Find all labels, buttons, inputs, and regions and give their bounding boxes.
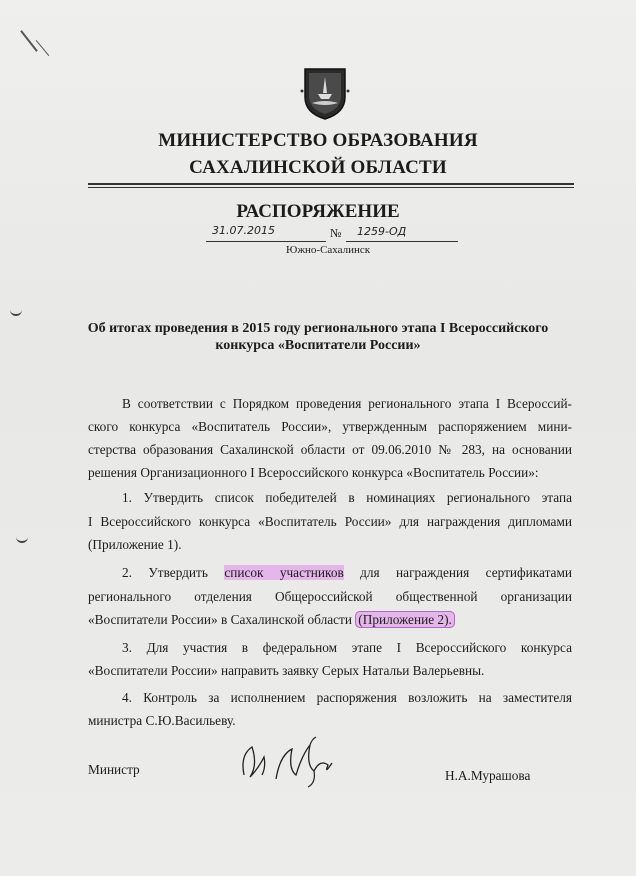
body-paragraph-line: решения Организационного I Всероссийского конкурса «Воспитатель России»: xyxy=(88,465,539,480)
document-date: 31.07.2015 xyxy=(212,224,275,237)
highlighted-appendix-2: (Приложение 2). xyxy=(355,611,455,628)
subject-line1: Об итогах проведения в 2015 году регионального этапа I Всероссийского xyxy=(87,321,549,336)
scan-artifact-line xyxy=(36,40,50,56)
item-1-line: 1. Утвердить список победителей в номинациях регионального этапа xyxy=(122,490,572,505)
body-paragraph-line: стерства образования Сахалинской области от 09.06.2010 № 283, на основании xyxy=(88,442,572,457)
item-3-line: 3. Для участия в федеральном этапе I Всероссийского конкурса xyxy=(122,640,572,655)
item-2-line: регионального отделения Общероссийской общественной организации xyxy=(88,589,572,604)
punch-hole-mark xyxy=(16,533,28,543)
subject-line2: конкурса «Воспитатели России» xyxy=(215,338,421,353)
punch-hole-mark xyxy=(10,306,22,316)
item-4-line: 4. Контроль за исполнением распоряжения возложить на заместителя xyxy=(122,690,572,705)
signatory-position: Министр xyxy=(88,762,140,777)
highlighted-participants-list: список участников xyxy=(224,565,344,580)
handwritten-signature xyxy=(236,735,346,790)
ministry-name-line1: МИНИСТЕРСТВО ОБРАЗОВАНИЯ xyxy=(158,130,478,151)
item-2-text: для награждения сертификатами xyxy=(360,565,572,580)
item-2-line xyxy=(88,612,572,628)
item-2-line xyxy=(122,565,572,581)
ministry-name-line2: САХАЛИНСКОЙ ОБЛАСТИ xyxy=(189,157,447,178)
body-paragraph-line: ского конкурса «Воспитатель России», утвержденным распоряжением мини- xyxy=(88,419,572,434)
coat-of-arms-icon xyxy=(300,63,350,121)
item-1-line: I Всероссийского конкурса «Воспитатель России» для награждения дипломами xyxy=(88,514,572,529)
document-type-title: РАСПОРЯЖЕНИЕ xyxy=(236,201,400,222)
signatory-name: Н.А.Мурашова xyxy=(445,768,531,783)
number-underline xyxy=(346,241,458,242)
document-number: 1259-ОД xyxy=(357,225,407,238)
item-2-text: «Воспитатели России» в Сахалинской области xyxy=(88,612,352,627)
number-label: № xyxy=(330,226,342,240)
date-underline xyxy=(206,241,326,242)
item-1-line: (Приложение 1). xyxy=(88,537,182,552)
body-paragraph-line: В соответствии с Порядком проведения регионального этапа I Всероссий- xyxy=(122,396,572,411)
item-3-line: «Воспитатели России» направить заявку Серых Натальи Валерьевны. xyxy=(88,663,485,678)
issue-city: Южно-Сахалинск xyxy=(286,244,371,256)
item-2-text: 2. Утвердить xyxy=(122,565,208,580)
header-divider xyxy=(88,183,574,185)
header-divider xyxy=(88,187,574,188)
item-4-line: министра С.Ю.Васильеву. xyxy=(88,713,236,728)
